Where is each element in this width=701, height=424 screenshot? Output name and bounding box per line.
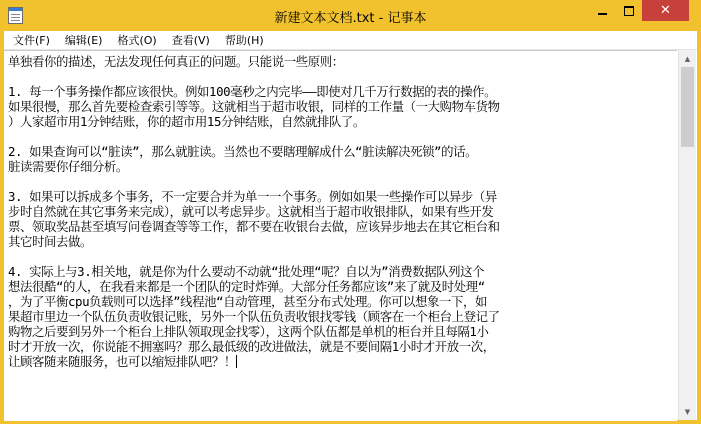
editor-line: 2. 如果查询可以“脏读”，那么就脏读。当然也不要瞎理解成什么“脏读解决死锁”的话。 (8, 144, 478, 159)
editor-line: 步时自然就在其它事务来完成），就可以考虑异步。这就相当于超市收银排队，如果有些开发 (8, 204, 494, 219)
editor-line: 3. 如果可以拆成多个事务，不一定要合并为单一一个事务。例如如果一些操作可以异步（异 (8, 189, 497, 204)
editor-line: 其它时间去做。 (8, 234, 92, 249)
vertical-scrollbar[interactable] (678, 50, 696, 420)
editor-text[interactable] (4, 51, 677, 372)
editor-line: 票、领取奖品甚至填写问卷调查等等工作，都不要在收银台去做，应该异步地去在其它柜台和 (8, 219, 500, 234)
editor-line: 如果很慢，那么首先要检查索引等等。这就相当于超市收银，同样的工作量（一大购物车货物 (8, 99, 500, 114)
menu-edit[interactable]: 编辑(E) (64, 34, 103, 47)
maximize-button[interactable] (616, 0, 642, 21)
menu-format[interactable]: 格式(O) (117, 34, 157, 47)
window-title: 新建文本文档.txt - 记事本 (274, 11, 427, 26)
editor-line: 购物之后要到另外一个柜台上排队领取现金找零），这两个队伍都是单机的柜台并且每隔1小 (8, 324, 489, 339)
editor-line: 1. 每一个事务操作都应该很快。例如100毫秒之内完毕——即使对几千万行数据的表的操作。 (8, 84, 497, 99)
editor-line: ，为了平衡cpu负载则可以选择”线程池“自动管理，甚至分布式处理。你可以想象一下，如 (8, 294, 487, 309)
editor-line: 单独看你的描述，无法发现任何真正的问题。只能说一些原则： (8, 54, 344, 69)
maximize-icon (624, 6, 634, 16)
menu-bar (4, 31, 697, 50)
minimize-button[interactable] (589, 0, 616, 21)
menu-file[interactable]: 文件(F) (13, 34, 50, 47)
close-icon: ✕ (660, 3, 671, 18)
editor-line: 4. 实际上与3.相关地，就是你为什么要动不动就“批处理“呢？自以为”消费数据队列这个 (8, 264, 485, 279)
close-button[interactable] (642, 0, 689, 21)
text-caret (236, 355, 237, 368)
editor-line: 果超市里边一个队伍负责收银记账，另外一个队伍负责收银找零钱（顾客在一个柜台上登记了 (8, 309, 500, 324)
scroll-down-icon[interactable]: ▼ (684, 407, 691, 416)
scroll-up-icon[interactable]: ▲ (684, 54, 691, 63)
title-bar[interactable] (0, 0, 701, 31)
editor-line: 时才开放一次，你说能不拥塞吗？那么最低级的改进做法，就是不要间隔1小时才开放一次， (8, 339, 495, 354)
editor-line: ）人家超市用1分钟结账，你的超市用15分钟结账，自然就排队了。 (8, 114, 365, 129)
editor-line: 想法很酷“的人，在我看来都是一个团队的定时炸弹。大部分任务都应该”来了就及时处理“ (8, 279, 485, 294)
text-editor[interactable] (4, 50, 677, 421)
minimize-icon (598, 13, 607, 15)
scroll-thumb[interactable] (681, 67, 694, 147)
client-area (4, 31, 697, 420)
editor-line: 让顾客随来随服务，也可以缩短排队吧？！ (8, 354, 236, 369)
editor-line: 脏读需要你仔细分析。 (8, 159, 128, 174)
menu-help[interactable]: 帮助(H) (224, 34, 264, 47)
menu-view[interactable]: 查看(V) (171, 34, 210, 47)
